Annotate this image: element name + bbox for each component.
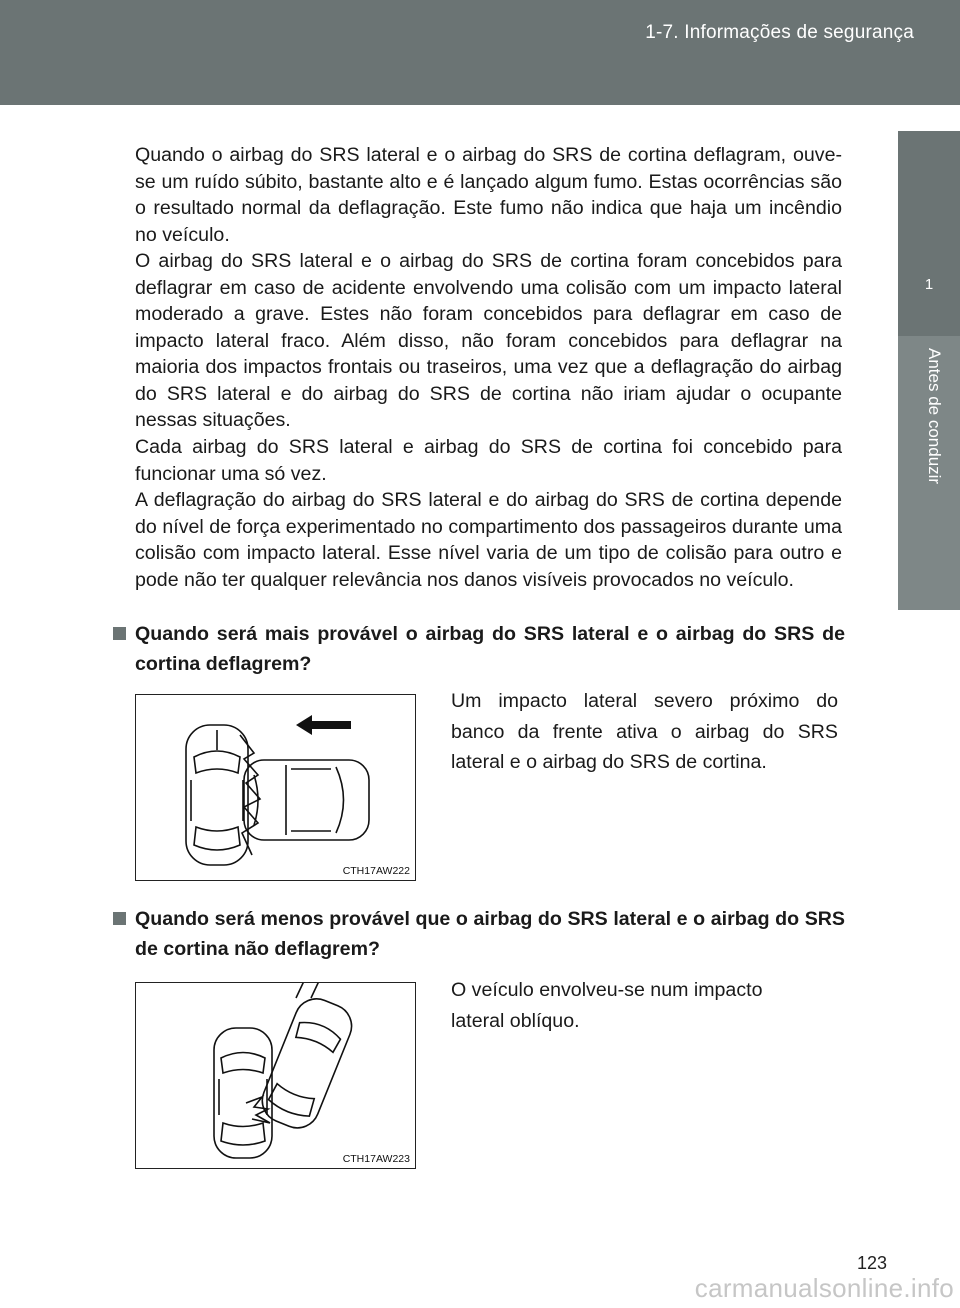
figure-side-impact [135, 694, 416, 881]
figure-code: CTH17AW223 [342, 1153, 410, 1165]
square-bullet-icon [113, 627, 126, 640]
oblique-impact-illustration [136, 983, 415, 1168]
watermark: carmanualsonline.info [694, 1273, 954, 1303]
page-header [0, 0, 960, 105]
paragraph-deployment-design: O airbag do SRS lateral e o airbag do SRS de cortina foram concebidos para deflagrar em caso de acidente envolvendo uma colisão com um impacto lateral moderado a grave. Estes não foram concebidos para deflagrar em caso de impacto lateral fraco. Além disso, não foram concebidos para deflagrar na maioria dos impactos frontais ou traseiros, uma vez que a deflagração do airbag do SRS lateral e do airbag do SRS de cortina não iriam ajudar o ocupante nessas situações. [135, 250, 842, 431]
chapter-number: 1 [924, 276, 934, 293]
chapter-tab [898, 131, 960, 336]
square-bullet-icon [113, 912, 126, 925]
side-impact-illustration [136, 695, 415, 880]
figure-code: CTH17AW222 [342, 865, 410, 877]
figure-oblique-impact [135, 982, 416, 1169]
paragraph-smoke: Quando o airbag do SRS lateral e o airbag do SRS de cortina deflagram, ouve-se um ruído súbito, bastante alto e é lançado algum fumo. Estas ocorrências são o resultado normal da deflagração. Este fumo não indica que haja um incêndio no veículo. [135, 144, 842, 246]
section-heading-unlikely [113, 904, 845, 964]
section-heading-likely [113, 619, 845, 679]
section-title: 1-7. Informações de segurança [645, 22, 914, 43]
chapter-title: Antes de conduzir [925, 348, 944, 485]
heading-text: Quando será menos provável que o airbag do SRS lateral e o airbag do SRS de cortina não deflagrem? [135, 908, 845, 960]
caption-side-impact: Um impacto lateral severo próximo do banco da frente ativa o airbag do SRS lateral e o airbag do SRS de cortina. [451, 690, 838, 773]
caption-oblique-impact: O veículo envolveu-se num impacto lateral oblíquo. [451, 979, 763, 1032]
paragraph-single-use: Cada airbag do SRS lateral e airbag do SRS de cortina foi concebido para funcionar uma só vez. [135, 436, 842, 485]
paragraph-force-level: A deflagração do airbag do SRS lateral e do airbag do SRS de cortina depende do nível de força experimentado no compartimento dos passageiros durante uma colisão com impacto lateral. Esse nível varia de um tipo de colisão para outro e pode não ter qualquer relevância nos danos visíveis provocados no veículo. [135, 489, 842, 591]
page-number: 123 [856, 1253, 887, 1273]
heading-text: Quando será mais provável o airbag do SRS lateral e o airbag do SRS de cortina deflagrem? [135, 623, 845, 675]
